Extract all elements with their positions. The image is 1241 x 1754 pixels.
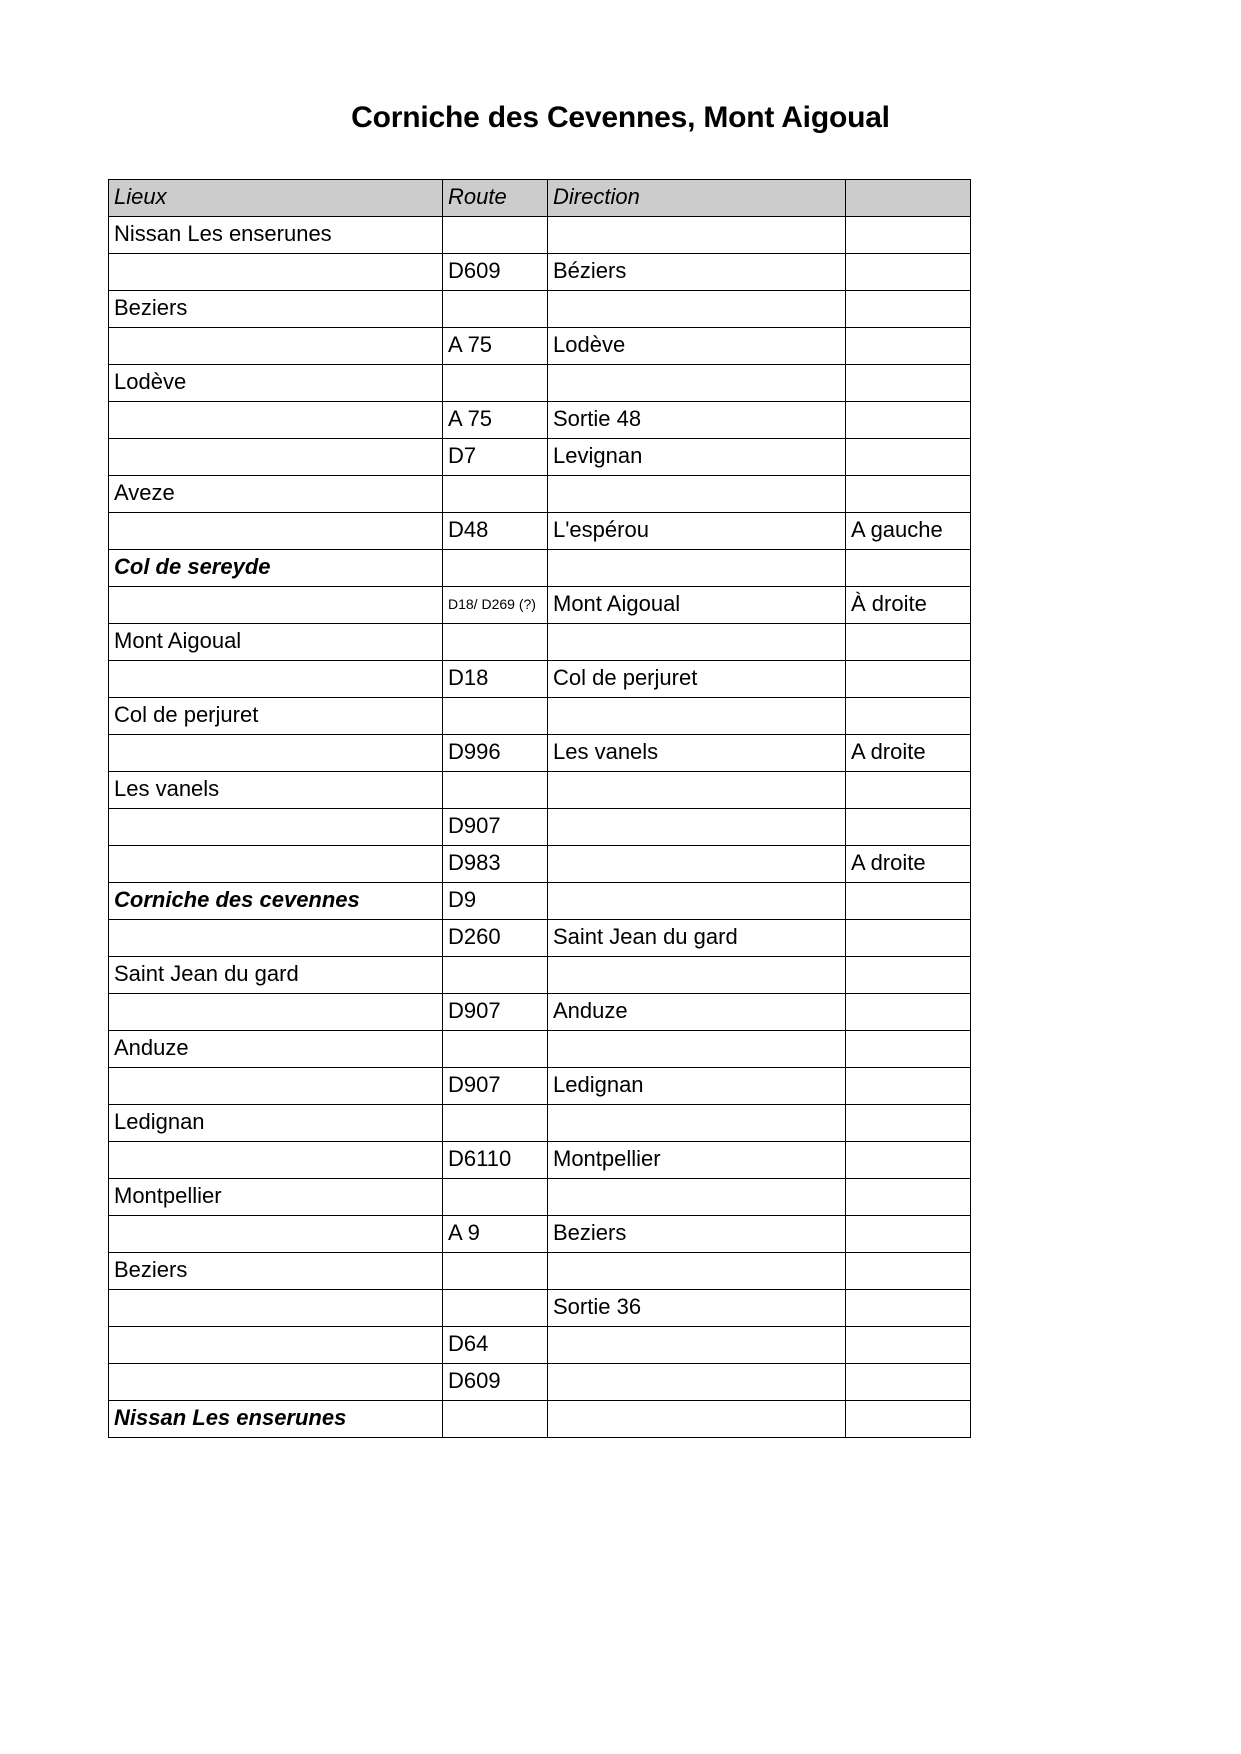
column-header-direction: Direction xyxy=(548,180,846,217)
cell-route xyxy=(443,772,548,809)
cell-direction xyxy=(548,1401,846,1438)
cell-lieux: Nissan Les enserunes xyxy=(109,217,443,254)
table-row xyxy=(109,328,971,365)
cell-direction xyxy=(548,772,846,809)
cell-lieux xyxy=(109,254,443,291)
cell-side xyxy=(846,957,971,994)
cell-lieux: Col de sereyde xyxy=(109,550,443,587)
cell-route: D18/ D269 (?) xyxy=(443,587,548,624)
cell-direction xyxy=(548,291,846,328)
table-row xyxy=(109,402,971,439)
cell-route: D983 xyxy=(443,846,548,883)
cell-direction: Les vanels xyxy=(548,735,846,772)
cell-direction xyxy=(548,698,846,735)
table-row xyxy=(109,587,971,624)
cell-route xyxy=(443,1290,548,1327)
cell-lieux: Saint Jean du gard xyxy=(109,957,443,994)
cell-side xyxy=(846,1401,971,1438)
cell-side xyxy=(846,661,971,698)
cell-side: À droite xyxy=(846,587,971,624)
cell-lieux xyxy=(109,994,443,1031)
cell-direction: Ledignan xyxy=(548,1068,846,1105)
cell-lieux xyxy=(109,920,443,957)
cell-route: D7 xyxy=(443,439,548,476)
cell-direction xyxy=(548,476,846,513)
table-row xyxy=(109,809,971,846)
cell-lieux xyxy=(109,439,443,476)
cell-lieux xyxy=(109,328,443,365)
cell-side xyxy=(846,1327,971,1364)
table-row xyxy=(109,1290,971,1327)
cell-route xyxy=(443,957,548,994)
cell-lieux xyxy=(109,513,443,550)
cell-direction: L'espérou xyxy=(548,513,846,550)
cell-side xyxy=(846,217,971,254)
cell-direction xyxy=(548,809,846,846)
table-row xyxy=(109,550,971,587)
cell-side xyxy=(846,1142,971,1179)
table-row xyxy=(109,1216,971,1253)
cell-lieux: Les vanels xyxy=(109,772,443,809)
cell-route: A 75 xyxy=(443,328,548,365)
cell-route xyxy=(443,550,548,587)
table-body xyxy=(109,217,971,1438)
table-row xyxy=(109,624,971,661)
table-row xyxy=(109,254,971,291)
cell-side xyxy=(846,550,971,587)
cell-side xyxy=(846,1364,971,1401)
table-row xyxy=(109,217,971,254)
cell-lieux: Aveze xyxy=(109,476,443,513)
table-row xyxy=(109,1105,971,1142)
cell-side xyxy=(846,883,971,920)
cell-side xyxy=(846,1253,971,1290)
cell-route: A 75 xyxy=(443,402,548,439)
page-title: Corniche des Cevennes, Mont Aigoual xyxy=(351,101,890,134)
table-row xyxy=(109,1253,971,1290)
cell-direction xyxy=(548,846,846,883)
cell-side xyxy=(846,1290,971,1327)
cell-route xyxy=(443,1031,548,1068)
table-row xyxy=(109,476,971,513)
cell-side xyxy=(846,624,971,661)
cell-side xyxy=(846,365,971,402)
cell-route: D907 xyxy=(443,1068,548,1105)
cell-route: D907 xyxy=(443,809,548,846)
cell-direction: Lodève xyxy=(548,328,846,365)
table-row xyxy=(109,439,971,476)
cell-side xyxy=(846,698,971,735)
cell-direction xyxy=(548,957,846,994)
cell-lieux xyxy=(109,661,443,698)
cell-side xyxy=(846,809,971,846)
cell-direction: Saint Jean du gard xyxy=(548,920,846,957)
cell-direction xyxy=(548,1327,846,1364)
table-row xyxy=(109,365,971,402)
cell-lieux xyxy=(109,1142,443,1179)
cell-lieux xyxy=(109,846,443,883)
cell-side xyxy=(846,1216,971,1253)
cell-direction: Anduze xyxy=(548,994,846,1031)
cell-direction xyxy=(548,624,846,661)
cell-direction xyxy=(548,550,846,587)
cell-side xyxy=(846,1105,971,1142)
cell-direction xyxy=(548,1253,846,1290)
table-row xyxy=(109,661,971,698)
cell-side: A droite xyxy=(846,846,971,883)
table-row xyxy=(109,1179,971,1216)
cell-side xyxy=(846,476,971,513)
cell-route xyxy=(443,1253,548,1290)
table-row xyxy=(109,1031,971,1068)
cell-direction xyxy=(548,217,846,254)
table-row xyxy=(109,1068,971,1105)
cell-lieux xyxy=(109,809,443,846)
cell-lieux: Mont Aigoual xyxy=(109,624,443,661)
cell-direction: Montpellier xyxy=(548,1142,846,1179)
table-row xyxy=(109,846,971,883)
cell-side xyxy=(846,254,971,291)
cell-route xyxy=(443,624,548,661)
table-header xyxy=(109,180,971,217)
cell-lieux: Beziers xyxy=(109,291,443,328)
cell-route xyxy=(443,1179,548,1216)
cell-route xyxy=(443,217,548,254)
cell-lieux: Nissan Les enserunes xyxy=(109,1401,443,1438)
table-row xyxy=(109,920,971,957)
cell-side xyxy=(846,772,971,809)
cell-direction: Mont Aigoual xyxy=(548,587,846,624)
cell-lieux xyxy=(109,1364,443,1401)
cell-side xyxy=(846,1031,971,1068)
column-header-lieux: Lieux xyxy=(109,180,443,217)
cell-lieux: Ledignan xyxy=(109,1105,443,1142)
table-row xyxy=(109,291,971,328)
cell-route xyxy=(443,1401,548,1438)
cell-route: D48 xyxy=(443,513,548,550)
column-header-side xyxy=(846,180,971,217)
cell-lieux xyxy=(109,1068,443,1105)
cell-side xyxy=(846,328,971,365)
cell-side xyxy=(846,402,971,439)
cell-side xyxy=(846,1068,971,1105)
cell-lieux xyxy=(109,735,443,772)
cell-route xyxy=(443,698,548,735)
cell-direction xyxy=(548,883,846,920)
cell-lieux xyxy=(109,1290,443,1327)
cell-side: A gauche xyxy=(846,513,971,550)
cell-route: D996 xyxy=(443,735,548,772)
table-row xyxy=(109,1327,971,1364)
cell-lieux: Montpellier xyxy=(109,1179,443,1216)
cell-route: D18 xyxy=(443,661,548,698)
table-row xyxy=(109,513,971,550)
cell-side xyxy=(846,291,971,328)
table-row xyxy=(109,735,971,772)
cell-direction: Béziers xyxy=(548,254,846,291)
cell-lieux xyxy=(109,1216,443,1253)
cell-direction: Sortie 36 xyxy=(548,1290,846,1327)
table-row xyxy=(109,994,971,1031)
cell-lieux: Col de perjuret xyxy=(109,698,443,735)
cell-lieux xyxy=(109,402,443,439)
cell-direction xyxy=(548,1179,846,1216)
cell-direction xyxy=(548,365,846,402)
table-row xyxy=(109,957,971,994)
table-row xyxy=(109,883,971,920)
cell-side: A droite xyxy=(846,735,971,772)
cell-route: D609 xyxy=(443,1364,548,1401)
cell-direction: Sortie 48 xyxy=(548,402,846,439)
cell-direction: Levignan xyxy=(548,439,846,476)
cell-lieux: Beziers xyxy=(109,1253,443,1290)
cell-route xyxy=(443,365,548,402)
itinerary-table xyxy=(108,179,971,1438)
cell-route xyxy=(443,1105,548,1142)
cell-route xyxy=(443,291,548,328)
cell-lieux xyxy=(109,587,443,624)
cell-route: D907 xyxy=(443,994,548,1031)
table-row xyxy=(109,1142,971,1179)
cell-direction xyxy=(548,1364,846,1401)
cell-route xyxy=(443,476,548,513)
cell-route: D260 xyxy=(443,920,548,957)
cell-side xyxy=(846,439,971,476)
table-header-row xyxy=(109,180,971,217)
table-row xyxy=(109,1401,971,1438)
cell-direction: Beziers xyxy=(548,1216,846,1253)
column-header-route: Route xyxy=(443,180,548,217)
cell-lieux: Corniche des cevennes xyxy=(109,883,443,920)
cell-lieux xyxy=(109,1327,443,1364)
cell-route: D9 xyxy=(443,883,548,920)
cell-direction xyxy=(548,1105,846,1142)
cell-side xyxy=(846,920,971,957)
cell-lieux: Lodève xyxy=(109,365,443,402)
table-row xyxy=(109,1364,971,1401)
cell-direction: Col de perjuret xyxy=(548,661,846,698)
table-row xyxy=(109,772,971,809)
cell-side xyxy=(846,994,971,1031)
table-row xyxy=(109,698,971,735)
cell-direction xyxy=(548,1031,846,1068)
cell-lieux: Anduze xyxy=(109,1031,443,1068)
cell-route: A 9 xyxy=(443,1216,548,1253)
cell-route: D609 xyxy=(443,254,548,291)
cell-route: D64 xyxy=(443,1327,548,1364)
cell-route: D6110 xyxy=(443,1142,548,1179)
cell-side xyxy=(846,1179,971,1216)
